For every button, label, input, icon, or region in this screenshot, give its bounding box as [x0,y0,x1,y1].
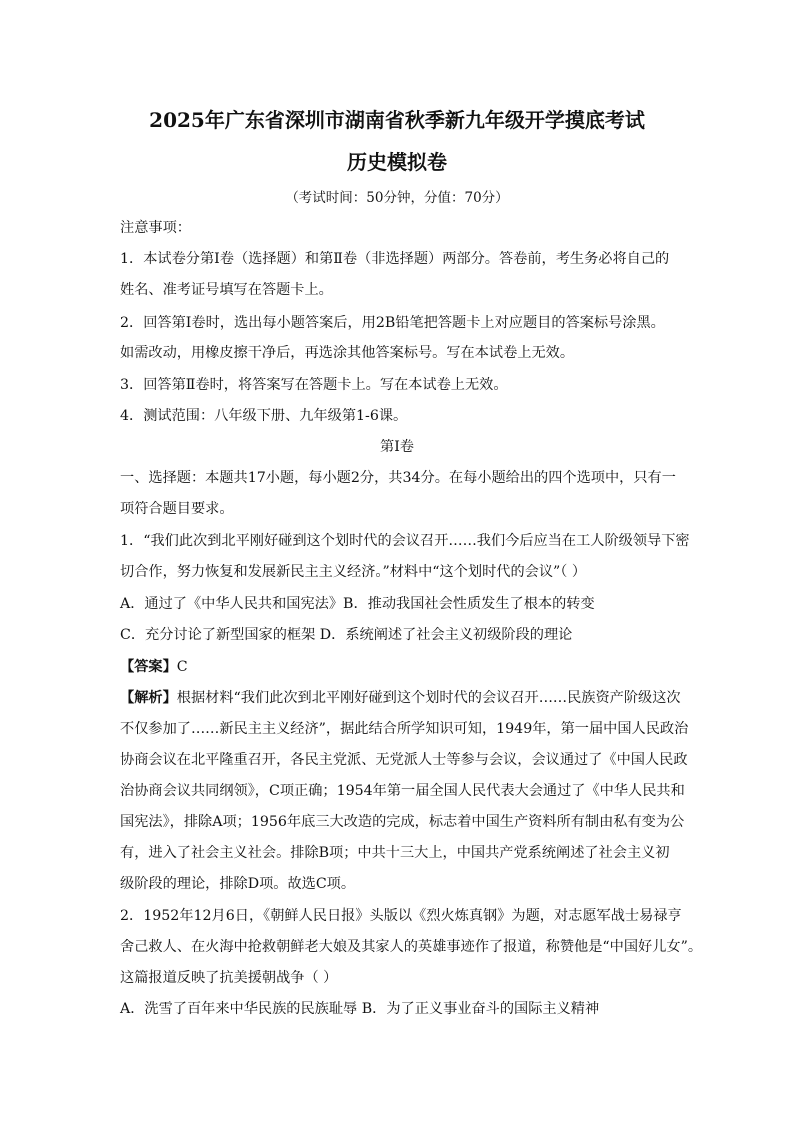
answer-label: 【答案】 [120,659,177,675]
notice-line: 3．回答第Ⅱ卷时，将答案写在答题卡上。写在本试卷上无效。 [120,377,508,393]
notice-line: 2．回答第Ⅰ卷时，选出每小题答案后，用2B铅笔把答题卡上对应题目的答案标号涂黑。 [120,315,665,331]
question-2-stem: 2．1952年12月6日，《朝鲜人民日报》头版以《烈火炼真钢》为题，对志愿军战士易禄亨 [120,908,682,924]
notice-header: 注意事项： [120,220,191,236]
analysis-line: 国宪法》，排除A项；1956年底三大改造的完成，标志着中国生产资料所有制由私有变为公 [120,814,685,830]
answer-value: C [176,659,188,675]
exam-subject-title: 历史模拟卷 [347,150,447,174]
analysis-text: 根据材料“我们此次到北平刚好碰到这个划时代的会议召开……民族资产阶级这次 [176,690,681,706]
notice-line: 姓名、准考证号填写在答题卡上。 [120,282,333,298]
exam-title: 2025年广东省深圳市湖南省秋季新九年级开学摸底考试 [149,108,645,132]
question-2-option: A．洗雪了百年来中华民族的民族耻辱 B．为了正义事业奋斗的国际主义精神 [120,1001,600,1017]
section-intro: 项符合题目要求。 [120,501,234,517]
question-1-answer [120,656,188,676]
analysis-line: 治协商会议共同纲领》，C项正确；1954年第一届全国人民代表大会通过了《中华人民共和 [120,783,685,799]
question-2-stem: 舍己救人、在火海中抢救朝鲜老大娘及其家人的英雄事迹作了报道，称赞他是“中国好儿女”。 [120,939,703,955]
question-1-option: C．充分讨论了新型国家的框架 D．系统阐述了社会主义初级阶段的理论 [120,627,573,643]
question-1-analysis [120,687,681,707]
section-intro: 一、选择题：本题共17小题，每小题2分，共34分。在每小题给出的四个选项中，只有一 [120,470,676,486]
analysis-line: 级阶段的理论，排除D项。故选C项。 [120,876,356,892]
question-2-stem: 这篇报道反映了抗美援朝战争（ ） [120,970,338,986]
analysis-label: 【解析】 [120,690,177,706]
analysis-line: 不仅参加了……新民主主义经济”，据此结合所学知识可知，1949年，第一届中国人民政治 [120,721,689,737]
exam-info: （考试时间：50分钟，分值：70分） [285,190,509,206]
notice-line: 1．本试卷分第Ⅰ卷（选择题）和第Ⅱ卷（非选择题）两部分。答卷前，考生务必将自己的 [120,251,670,267]
question-1-stem: 切合作，努力恢复和发展新民主主义经济。”材料中“这个划时代的会议”（ ） [120,564,587,580]
notice-line: 如需改动，用橡皮擦干净后，再选涂其他答案标号。写在本试卷上无效。 [120,345,575,361]
section-title: 第Ⅰ卷 [380,439,414,455]
notice-line: 4．测试范围：八年级下册、九年级第1-6课。 [120,408,408,424]
analysis-line: 协商会议在北平隆重召开，各民主党派、无党派人士等参与会议，会议通过了《中国人民政 [120,752,688,768]
question-1-option: A．通过了《中华人民共和国宪法》B．推动我国社会性质发生了根本的转变 [120,596,595,612]
question-1-stem: 1．“我们此次到北平刚好碰到这个划时代的会议召开……我们今后应当在工人阶级领导下密 [120,533,690,549]
analysis-line: 有，进入了社会主义社会。排除B项；中共十三大上，中国共产党系统阐述了社会主义初 [120,845,670,861]
